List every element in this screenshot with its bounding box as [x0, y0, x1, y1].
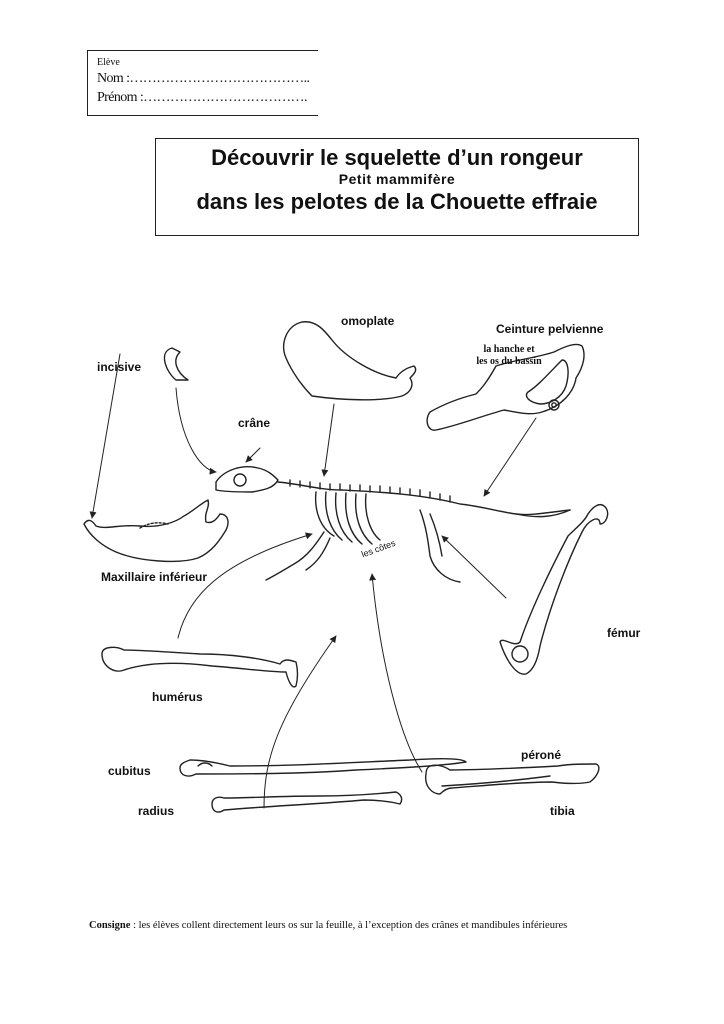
- omoplate-bone: [284, 322, 416, 400]
- label-perone: péroné: [521, 748, 562, 762]
- label-crane: crâne: [238, 416, 271, 430]
- title-box: [155, 138, 639, 236]
- consigne-label: Consigne: [89, 920, 131, 931]
- consigne-text: : les élèves collent directement leurs os sur la feuille, à l’exception des crânes et mandibules inférieures: [130, 920, 568, 931]
- consigne: [89, 920, 649, 931]
- prenom-field[interactable]: Prénom :……………………………….: [97, 90, 307, 105]
- label-maxillaire: Maxillaire inférieur: [101, 570, 208, 584]
- title-line-2: dans les pelotes de la Chouette effraie: [196, 189, 598, 214]
- skeleton-body: [216, 467, 570, 582]
- incisive-bone: [164, 348, 188, 380]
- skeleton-figure: [80, 300, 660, 850]
- label-tibia: tibia: [550, 804, 575, 818]
- maxillaire-bone: [84, 500, 228, 561]
- label-ceinture-pelvienne: Ceinture pelvienne: [496, 322, 604, 336]
- label-cubitus: cubitus: [108, 764, 151, 778]
- eleve-label: Elève: [97, 57, 120, 68]
- label-radius: radius: [138, 804, 175, 818]
- student-info-box: [87, 50, 318, 116]
- label-hanche: [468, 344, 550, 368]
- label-hanche-line1: la hanche et: [483, 344, 535, 355]
- radius-bone: [212, 792, 402, 812]
- label-omoplate: omoplate: [341, 314, 395, 328]
- title-subtitle: Petit mammifère: [338, 171, 456, 187]
- label-cotes: les côtes: [360, 537, 397, 560]
- label-incisive: incisive: [97, 360, 142, 374]
- humerus-bone: [102, 647, 298, 687]
- tibia-perone-bone: [426, 764, 599, 794]
- cubitus-bone: [180, 759, 466, 776]
- femur-bone: [500, 505, 608, 675]
- label-femur: fémur: [607, 626, 641, 640]
- label-hanche-line2: les os du bassin: [476, 356, 542, 367]
- title-line-1: Découvrir le squelette d’un rongeur: [211, 145, 583, 170]
- label-humerus: humérus: [152, 690, 203, 704]
- nom-field[interactable]: Nom :…………………………………..: [97, 71, 310, 86]
